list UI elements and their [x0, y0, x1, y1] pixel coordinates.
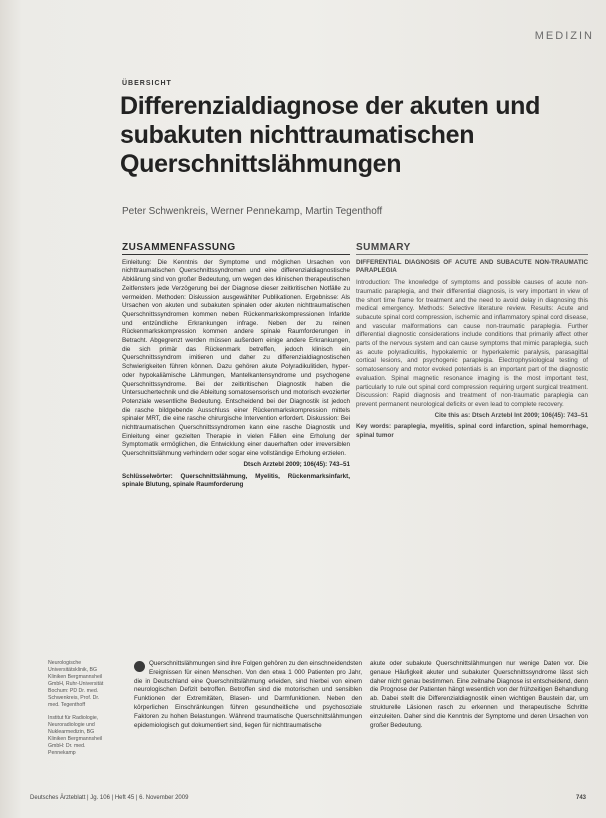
article-kicker: ÜBERSICHT [122, 80, 172, 87]
abstract-english-citation: Cite this as: Dtsch Arztebl Int 2009; 106(45): 743–51 [434, 411, 588, 419]
abstract-german-text: Einleitung: Die Kenntnis der Symptome und möglichen Ursachen von nichttraumatischen Querschnittssyndromen und eine differenzialdiagnostische Abklärung sind von großer Bedeutung, um wegen des klinischen therapeutischen Zeitfensters jede Verzögerung bei der Diagnose dieser zeitkritischen Notfälle zu vermeiden. Methoden: Diskussion ausgewählter Publikationen. Ergebnisse: Als Ursachen von akuten und subakuten spinalen oder akuten nichttraumatischen Querschnittssyndromen kommen neben Rückenmarkskompressionen Infarkte und entzündliche Erkrankungen infrage. Neben der zu reinen Rückenmarkskompression kommen andere spinale Raumforderungen in Betracht. Abgegrenzt werden müssen außerdem einige andere Erkrankungen, die sich primär das Rückenmark betreffen, jedoch klinisch ein Querschnittssyndrom imitieren und daher zu differenzialdiagnostischen Schwierigkeiten führen können. Dazu gehören akute Polyradikulitiden, hyper- oder hypokaliämische Lähmungen, Mantelkantensyndrome und psychogene Querschnittssyndrome. Bei der zeitkritischen Diagnostik haben die Untersuchertechnik und die Ableitung somatosensorisch und motorisch evozierter Potenziale wesentliche Bedeutung. Entscheidend bei der Diagnostik ist jedoch die rasche bildgebende Ausschluss einer Rückenmarkskompression mittels spinaler MRT, die eine rasche chirurgische Intervention erfordert. Diskussion: Bei nichttraumatischen Querschnittssyndromen kann eine rasche Diagnostik und Einleitung einer gezielten Therapie in vielen Fällen eine Erholung der Symptomatik ermöglichen, die Entwicklung einer dauerhaften oder irreversiblen Querschnittslähmung verhindern oder sogar eine vollständige Erholung erzielen. [122, 258, 350, 458]
abstract-german-keywords: Schlüsselwörter: Querschnittslähmung, Myelitis, Rückenmarksinfarkt, spinale Blutung, spinale Raumforderung [122, 472, 350, 489]
abstract-german-citation: Dtsch Arztebl 2009; 106(45): 743–51 [243, 460, 350, 468]
abstract-english-heading: SUMMARY [356, 244, 588, 255]
abstract-english [356, 244, 588, 441]
article-title: Differenzialdiagnose der akuten und subakuten nichttraumatischen Querschnittslähmungen [120, 92, 541, 178]
abstract-english-keywords: Key words: paraplegia, myelitis, spinal cord infarction, spinal hemorrhage, spinal tumor [356, 423, 588, 440]
footer-page-number: 743 [575, 795, 586, 801]
dropcap-marker [134, 661, 145, 672]
body-column-left [134, 660, 362, 730]
body-text-left: Querschnittslähmungen sind ihre Folgen gehören zu den einschneidendsten Ereignissen für einen Menschen. Von den etwa 1 000 Patienten pro Jahr, die in Deutschland eine Querschnittslähmung erleiden, sind hierbei von einem neurologischen Defizit betroffen. Betroffen sind die motorischen und sensiblen Funktionen der Extremitäten, Blasen- und Darmfunktionen. Neben den körperlichen Einschränkungen führen gesundheitliche und psychosoziale Faktoren zu hohen Belastungen. Während traumatische Querschnittslähmungen epidemiologisch gut dokumentiert sind, liegen für nichttraumatische [134, 660, 362, 729]
affiliation-1: Neurologische Universitätsklinik, BG Kliniken Bergmannsheil GmbH, Ruhr-Universität Bochum: PD Dr. med. Schwenkreis, Prof. Dr. med. Tegenthoff [48, 660, 104, 708]
footer-journal-info: Deutsches Ärzteblatt | Jg. 106 | Heft 45 | 6. November 2009 [30, 795, 189, 801]
affiliation-2: Institut für Radiologie, Neuroradiologie und Nuklearmedizin, BG Kliniken Bergmannsheil GmbH: Dr. med. Pennekamp [48, 715, 103, 756]
author-affiliations [48, 660, 110, 763]
abstract-german-heading: ZUSAMMENFASSUNG [122, 244, 350, 255]
body-column-right [370, 660, 588, 730]
abstract-english-subheading: DIFFERENTIAL DIAGNOSIS OF ACUTE AND SUBACUTE NON-TRAUMATIC PARAPLEGIA [356, 258, 588, 275]
abstract-english-text: Introduction: The knowledge of symptoms and possible causes of acute non-traumatic paraplegia, and their differential diagnosis, is very important in view of the short time frame for treatment and the need to avoid delay in diagnosing this medical emergency. Methods: Selective literature review. Results: Acute and subacute spinal cord compression, ischemic and inflammatory spinal cord disease, and vascular malformations can cause non-traumatic paraplegia. Further differential diagnostic considerations include conditions that primarily affect other parts of the nervous system and can cause symptoms that mimic paraplegia, such as acute polyradiculitis, hypokalemic or hyperkalemic paralysis, parasagittal cortical lesions, and psychogenic paraplegia. Electrophysiological testing of somatosensory and motor evoked potentials is an important part of the diagnostic evaluation. Spinal magnetic resonance imaging is the most important test, particularly to rule out spinal cord compression requiring urgent surgical treatment. Discussion: Rapid diagnosis and treatment of non-traumatic paraplegia can prevent permanent neurological deficits or even lead to complete recovery. [356, 279, 588, 408]
abstract-german [122, 244, 350, 490]
body-text-right: akute oder subakute Querschnittslähmungen nur wenige Daten vor. Die genaue Häufigkeit akuter und subakuter Querschnittssyndrome lässt sich daher nicht genau bestimmen. Eine zeitnahe Diagnose ist entscheidend, denn die Prognose der Patienten hängt wesentlich von der frühzeitigen Behandlung ab. Dabei stellt die Differenzialdiagnostik einen wichtigen Baustein dar, um strukturelle Läsionen rasch zu erkennen und therapeutische Schritte einzuleiten. Daher sind die Kenntnis der Symptome und deren Ursachen von großer Bedeutung. [370, 660, 588, 729]
article-authors: Peter Schwenkreis, Werner Pennekamp, Martin Tegenthoff [122, 206, 383, 217]
section-tag: MEDIZIN [534, 30, 594, 42]
